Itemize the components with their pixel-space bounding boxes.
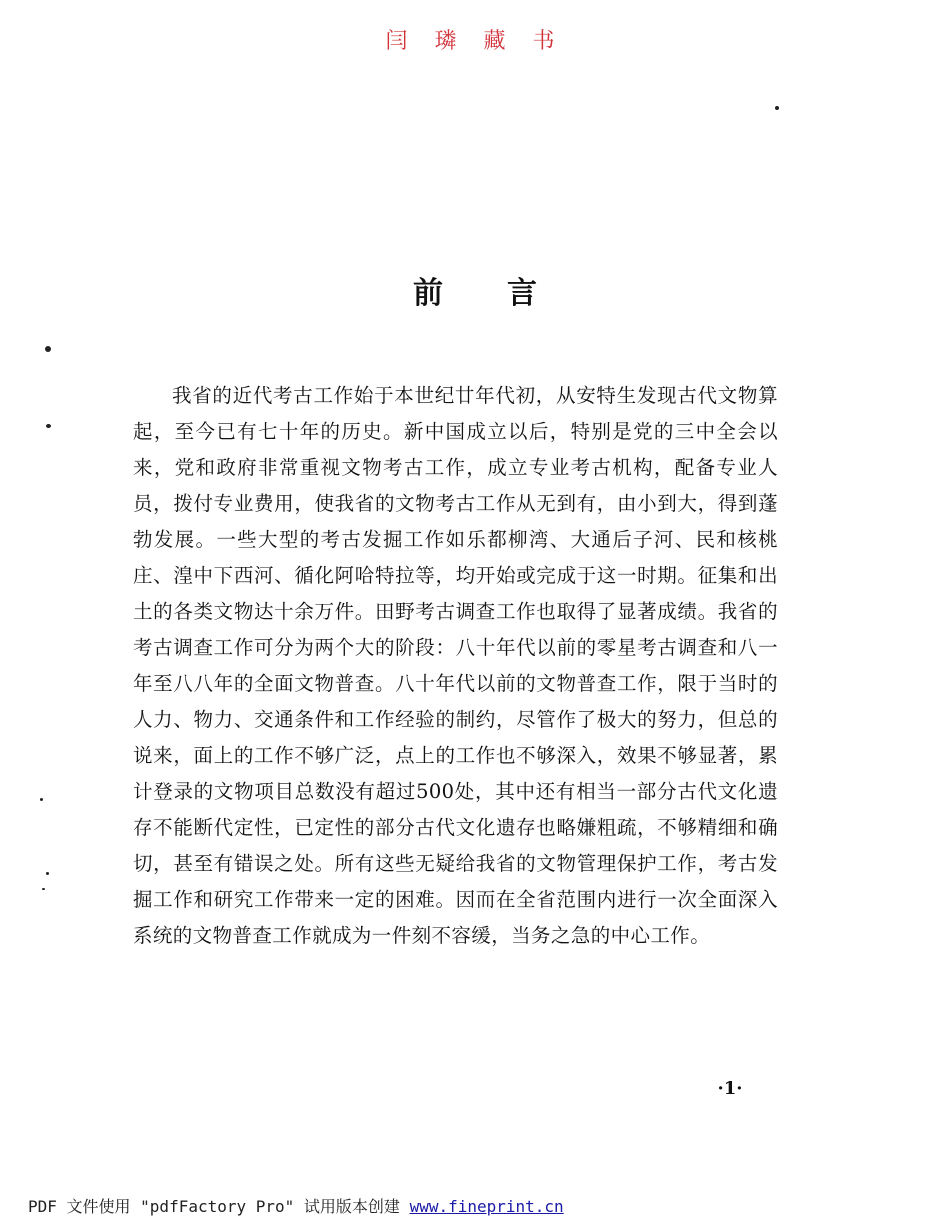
scan-speck (42, 888, 45, 890)
preface-paragraph: 我省的近代考古工作始于本世纪廿年代初，从安特生发现古代文物算起，至今已有七十年的历史。新中国成立以后，特别是党的三中全会以来，党和政府非常重视文物考古工作，成立专业考古机构，配备专业人员，拨付专业费用，使我省的文物考古工作从无到有，由小到大，得到蓬勃发展。一些大型的考古发掘工作如乐都柳湾、大通后子河、民和核桃庄、湟中下西河、循化阿哈特拉等，均开始或完成于这一时期。征集和出土的各类文物达十余万件。田野考古调查工作也取得了显著成绩。我省的考古调查工作可分为两个大的阶段：八十年代以前的零星考古调查和八一年至八八年的全面文物普查。八十年代以前的文物普查工作，限于当时的人力、物力、交通条件和工作经验的制约，尽管作了极大的努力，但总的说来，面上的工作不够广泛，点上的工作也不够深入，效果不够显著，累计登录的文物项目总数没有超过500处，其中还有相当一部分古代文化遗存不能断代定性，已定性的部分古代文化遗存也略嫌粗疏，不够精细和确切，甚至有错误之处。所有这些无疑给我省的文物管理保护工作，考古发掘工作和研究工作带来一定的困难。因而在全省范围内进行一次全面深入系统的文物普查工作就成为一件刻不容缓，当务之急的中心工作。 (133, 384, 778, 947)
page-number: ·1· (717, 1078, 743, 1099)
scan-speck (46, 424, 51, 428)
footer-text: PDF 文件使用 "pdfFactory Pro" 试用版本创建 (28, 1197, 410, 1216)
footer-link[interactable]: www.fineprint.cn (409, 1197, 564, 1216)
scan-speck (40, 798, 43, 801)
scan-speck (775, 106, 779, 110)
scan-speck (45, 346, 51, 352)
scan-speck (46, 872, 49, 875)
pdf-creator-footer (28, 1194, 564, 1217)
page-title: 前言 (413, 276, 601, 311)
collector-watermark: 闫 璘 藏 书 (385, 29, 565, 54)
